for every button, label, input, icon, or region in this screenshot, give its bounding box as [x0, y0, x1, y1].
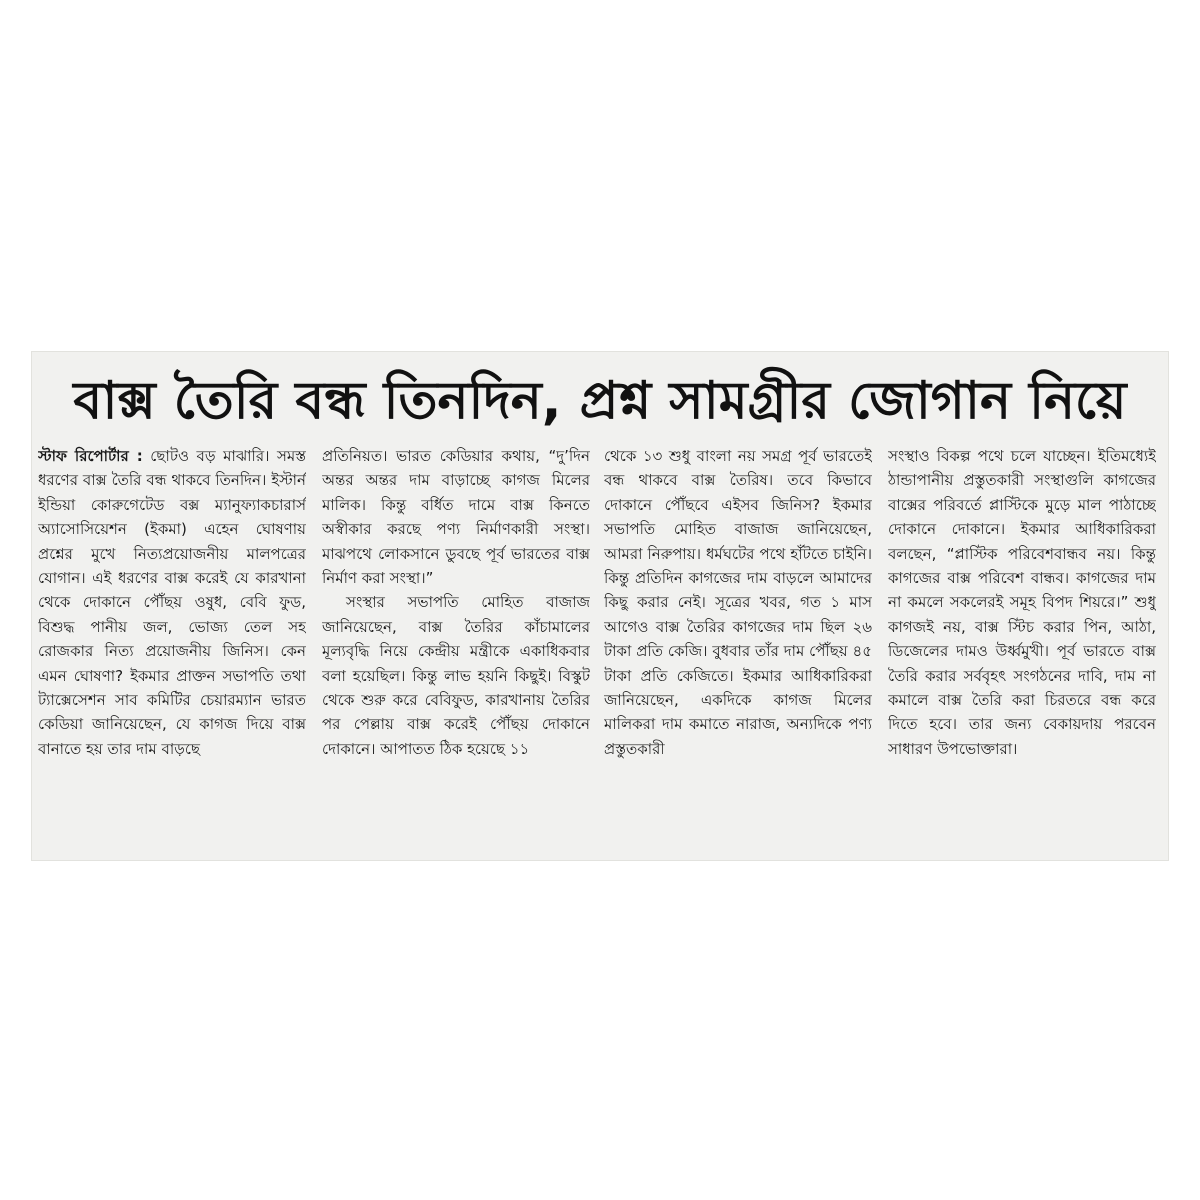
headline: বাক্স তৈরি বন্ধ তিনদিন, প্রশ্ন সামগ্রীর জোগান নিয়ে	[73, 371, 1127, 431]
byline: স্টাফ রিপোর্টার :	[38, 447, 143, 465]
article-paragraph	[38, 444, 306, 761]
article-paragraph: সংস্থাও বিকল্প পথে চলে যাচ্ছেন। ইতিমধ্যেই ঠান্ডাপানীয় প্রস্তুতকারী সংস্থাগুলি কাগজের বাক্সের পরিবর্তে প্লাস্টিকে মুড়ে মাল পাঠাচ্ছে দোকানে দোকানে। ইকমার আধিকারিকরা বলছেন, “প্লাস্টিক পরিবেশবান্ধব নয়। কিন্তু কাগজের বাক্স পরিবেশ বান্ধব। কাগজের দাম না কমলে সকলেরই সমূহ বিপদ শিয়রে।” শুধু কাগজই নয়, বাক্স স্টিচ করার পিন, আঠা, ডিজেলের দামও উর্ধ্বমুখী। পূর্ব ভারতে বাক্স তৈরি করার সর্ববৃহৎ সংগঠনের দাবি, দাম না কমালে বাক্স তৈরি করা চিরতরে বন্ধ করে দিতে হবে। তার জন্য বেকায়দায় পরবেন সাধারণ উপভোক্তারা।	[888, 447, 1156, 758]
article-column-2	[322, 444, 590, 852]
article-body	[32, 444, 1168, 852]
article-paragraph: থেকে ১৩ শুধু বাংলা নয় সমগ্র পূর্ব ভারতেই বন্ধ থাকবে বাক্স তৈরিষ। তবে কিভাবে দোকানে পৌঁছবে এইসব জিনিস? ইকমার সভাপতি মোহিত বাজাজ জানিয়েছেন, আমরা নিরুপায়। ধর্মঘটের পথে হাঁটতে চাইনি। কিন্তু প্রতিদিন কাগজের দাম বাড়লে আমাদের কিছু করার নেই। সূত্রের খবর, গত ১ মাস আগেও বাক্স তৈরির কাগজের দাম ছিল ২৬ টাকা প্রতি কেজি। বুধবার তাঁর দাম পৌঁছয় ৪৫ টাকা প্রতি কেজিতে। ইকমার আধিকারিকরা জানিয়েছেন, একদিকে কাগজ মিলের মালিকরা দাম কমাতে নারাজ, অন্যদিকে পণ্য প্রস্তুতকারী	[604, 447, 872, 758]
article-paragraph: সংস্থার সভাপতি মোহিত বাজাজ জানিয়েছেন, বাক্স তৈরির কাঁচামালের মূল্যবৃদ্ধি নিয়ে কেন্দ্রীয় মন্ত্রীকে একাধিকবার বলা হয়েছিল। কিন্তু লাভ হয়নি কিছুই। বিস্কুট থেকে শুরু করে বেবিফুড, কারখানায় তৈরির পর পেল্লায় বাক্স করেই পৌঁছয় দোকানে দোকানে। আপাতত ঠিক হয়েছে ১১	[322, 593, 590, 758]
newspaper-clipping	[32, 352, 1168, 860]
article-column-4	[888, 444, 1156, 852]
article-paragraph: প্রতিনিয়ত। ভারত কেডিয়ার কথায়, “দু’দিন অন্তর অন্তর দাম বাড়াচ্ছে কাগজ মিলের মালিক। কিন্তু বর্ধিত দামে বাক্স কিনতে অস্বীকার করছে পণ্য নির্মাণকারী সংস্থা। মাঝপথে লোকসানে ডুবছে পূর্ব ভারতের বাক্স নির্মাণ করা সংস্থা।”	[322, 447, 590, 588]
article-column-3	[604, 444, 872, 852]
article-column-1	[38, 444, 306, 852]
article-text: ছোটও বড় মাঝারি। সমস্ত ধরণের বাক্স তৈরি বন্ধ থাকবে তিনদিন। ইস্টার্ন ইন্ডিয়া কোরুগেটেড বক্স ম্যানুফ্যাকচারার্স অ্যাসোসিয়েশন (ইকমা) এহেন ঘোষণায় প্রশ্নের মুখে নিত্যপ্রয়োজনীয় মালপত্রের যোগান। এই ধরণের বাক্স করেই যে কারখানা থেকে দোকানে পৌঁছয় ওষুধ, বেবি ফুড, বিশুদ্ধ পানীয় জল, ভোজ্য তেল সহ রোজকার নিত্য প্রয়োজনীয় জিনিস। কেন এমন ঘোষণা? ইকমার প্রাক্তন সভাপতি তথা ট্যাক্সেসেশন সাব কমিটির চেয়ারম্যান ভারত কেডিয়া জানিয়েছেন, যে কাগজ দিয়ে বাক্স বানাতে হয় তার দাম বাড়ছে	[38, 447, 306, 758]
